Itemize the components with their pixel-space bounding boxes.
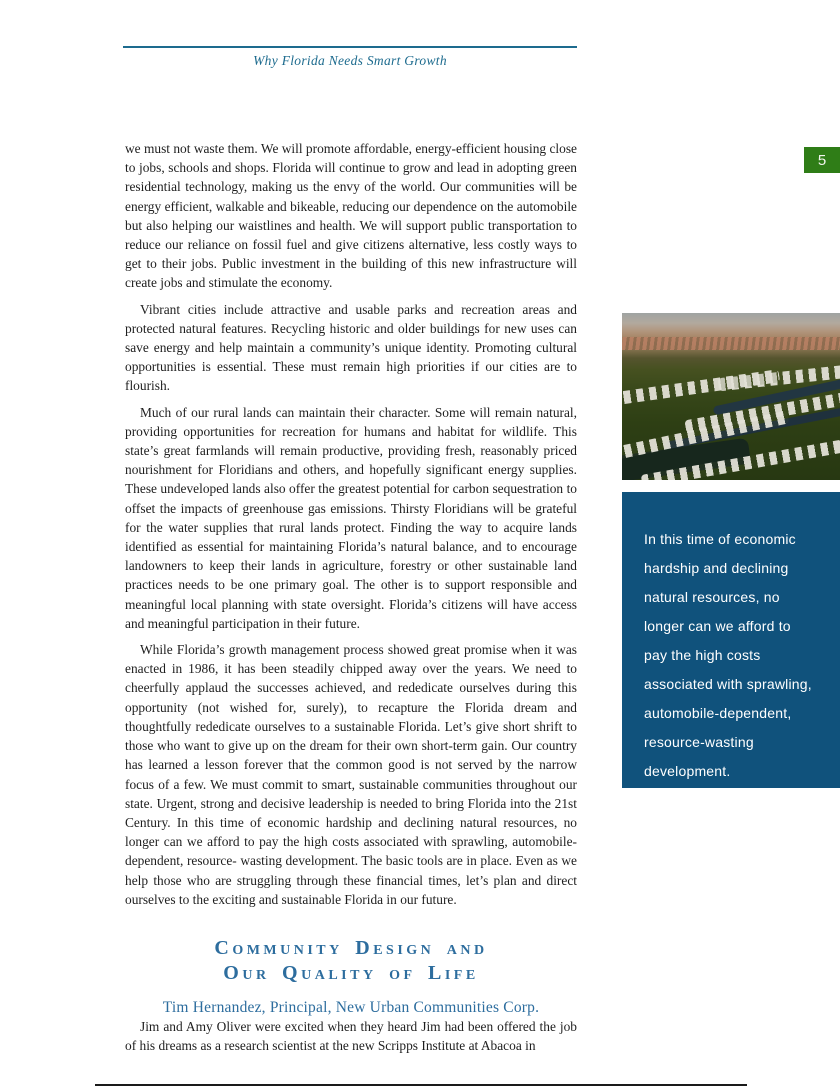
page-number-tab (804, 147, 840, 173)
page-number: 5 (817, 151, 827, 169)
body-paragraph: Vibrant cities include attractive and usable parks and recreation areas and protected natural features. Recycling historic and older buildings for new uses can save energy and help maintain a community’s unique identity. Promoting cultural opportunities is essential. These must remain high priorities if our cities are to flourish. (125, 301, 577, 394)
section-intro-paragraph: Jim and Amy Oliver were excited when they heard Jim had been offered the job of his dreams as a research scientist at the new Scripps Institute at Abacoa in (125, 1019, 577, 1054)
pull-quote-text: In this time of economic hardship and declining natural resources, no longer can we afford to pay the high costs associated with sprawling, automobile-dependent, resource-wasting development. (644, 531, 812, 779)
photo-distant-development (622, 337, 840, 350)
running-header-title: Why Florida Needs Smart Growth (253, 53, 447, 68)
section-heading-line-2: Our Quality of Life (223, 961, 479, 984)
aerial-photo (622, 313, 840, 480)
section-heading (125, 936, 577, 986)
main-text-column (125, 139, 577, 1063)
body-paragraph: Much of our rural lands can maintain their character. Some will remain natural, providing opportunities for recreation for humans and habitat for wildlife. This state’s great farmlands will remain productive, providing fresh, reasonably priced nourishment for Floridians and others, and hopefully significant energy supplies. These undeveloped lands also offer the greatest potential for carbon sequestration to offset the impacts of greenhouse gas emissions. Thirsty Floridians will be grateful for the water supplies that rural lands protect. Finding the way to acquire lands identified as essential for maintaining Florida’s natural balance, and to encourage landowners to keep their lands in agriculture, forestry or other sustainable land practices needs to be one primary goal. The other is to support responsible and meaningful local planning with state oversight. Florida’s citizens will have access and meaningful participation in their future. (125, 404, 577, 631)
body-paragraph: we must not waste them. We will promote affordable, energy-efficient housing close to jobs, schools and shops. Florida will continue to grow and lead in adopting green residential technology, making us the envy of the world. Our communities will be energy efficient, walkable and bikeable, reducing our dependence on the automobile but also helping our waistlines and health. We will support public transportation to reduce our reliance on fossil fuel and give citizens alternative, less costly ways to get to their jobs. Public investment in the building of this new infrastructure will create jobs and stimulate the economy. (125, 141, 577, 291)
section-heading-line-1: Community Design and (214, 936, 488, 959)
section-byline: Tim Hernandez, Principal, New Urban Communities Corp. (162, 998, 540, 1016)
bottom-rule (95, 1084, 747, 1086)
body-paragraph: While Florida’s growth management process showed great promise when it was enacted in 1986, it has been steadily chipped away over the years. We need to cheerfully applaud the successes achieved, and rededicate ourselves during this opportunity (not wished for, surely), to recapture the Florida dream and thoughtfully rededicate ourselves to a sustainable Florida. Let’s give short shrift to those who want to give up on the dream for their own short-term gain. Our country has learned a lesson forever that the common good is not served by the narrow focus of a few. We must commit to smart, sustainable communities throughout our state. Urgent, strong and decisive leadership is needed to bring Florida into the 21st Century. In this time of economic hardship and declining natural resources, no longer can we afford to pay the high costs associated with sprawling, automobile-dependent, resource- wasting development. The basic tools are in place. Even as we help those who are struggling through these financial times, let’s plan and direct ourselves to the exciting and sustainable Florida in our future. (125, 642, 577, 907)
pull-quote-box (622, 492, 840, 788)
header-rule (123, 46, 577, 48)
